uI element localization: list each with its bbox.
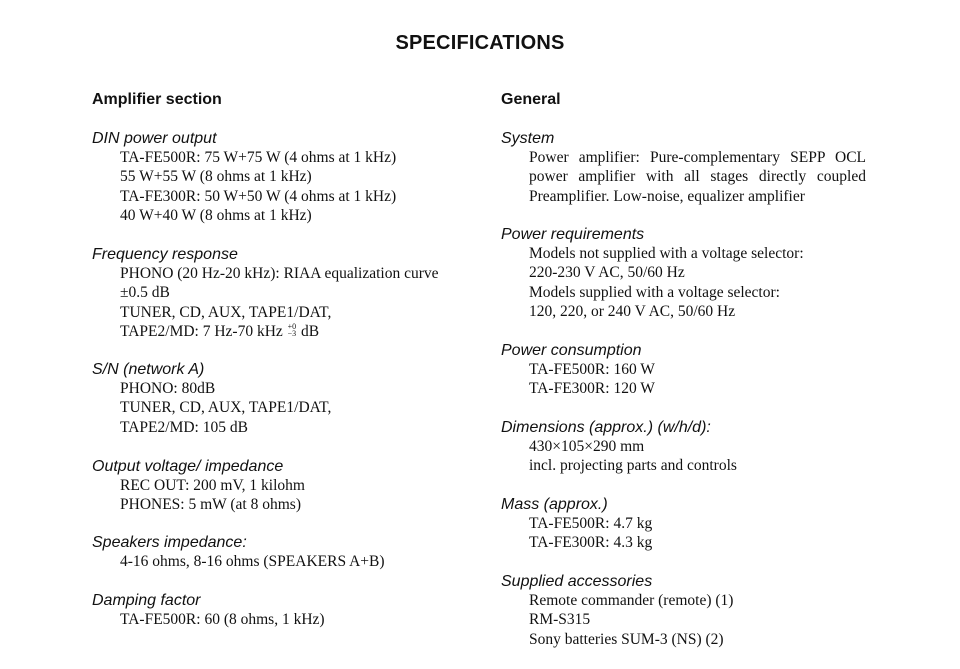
spec-system: [501, 129, 866, 206]
spec-line: Power amplifier: Pure-complementary SEPP OCL: [529, 149, 866, 166]
spec-line: PHONES: 5 mW (at 8 ohms): [120, 496, 301, 514]
spec-line: Sony batteries SUM-3 (NS) (2): [529, 630, 724, 648]
spec-speakers-impedance: [92, 533, 462, 571]
spec-din-power-output: [92, 129, 462, 225]
spec-label: Speakers impedance:: [92, 534, 247, 551]
spec-label: Damping factor: [92, 592, 201, 609]
spec-line: 120, 220, or 240 V AC, 50/60 Hz: [529, 302, 736, 320]
spec-line: TA-FE500R: 160 W: [529, 361, 655, 378]
spec-line: 55 W+55 W (8 ohms at 1 kHz): [120, 168, 312, 186]
spec-label: Frequency response: [92, 246, 238, 263]
spec-line: TAPE2/MD: 105 dB: [120, 418, 248, 436]
spec-dimensions: [501, 418, 866, 476]
spec-label: DIN power output: [92, 130, 217, 147]
spec-frequency-response: [92, 245, 462, 341]
tolerance-suffix: dB: [297, 322, 320, 340]
spec-label: Dimensions (approx.) (w/h/d):: [501, 419, 711, 436]
spec-line: PHONO: 80dB: [120, 380, 216, 397]
spec-line: TUNER, CD, AUX, TAPE1/DAT,: [120, 303, 332, 321]
spec-line: TA-FE500R: 75 W+75 W (4 ohms at 1 kHz): [120, 149, 397, 166]
spec-line: TA-FE500R: 4.7 kg: [529, 515, 653, 532]
tolerance-plus: +0: [287, 322, 297, 332]
spec-label: Mass (approx.): [501, 496, 608, 513]
page-title: SPECIFICATIONS: [395, 32, 565, 54]
spec-line: 4-16 ohms, 8-16 ohms (SPEAKERS A+B): [120, 553, 385, 570]
section-heading-general: General: [501, 91, 561, 108]
spec-line: 40 W+40 W (8 ohms at 1 kHz): [120, 206, 312, 224]
spec-line: Remote commander (remote) (1): [529, 592, 734, 609]
spec-label: S/N (network A): [92, 361, 205, 378]
spec-line: Models not supplied with a voltage selector:: [529, 245, 804, 262]
spec-line: 430×105×290 mm: [529, 438, 645, 455]
spec-line: REC OUT: 200 mV, 1 kilohm: [120, 477, 305, 494]
spec-line: TA-FE300R: 4.3 kg: [529, 534, 653, 552]
spec-output-voltage-impedance: [92, 457, 462, 515]
spec-line: 220-230 V AC, 50/60 Hz: [529, 264, 685, 282]
spec-line: Models supplied with a voltage selector:: [529, 283, 780, 301]
spec-line: TA-FE500R: 60 (8 ohms, 1 kHz): [120, 611, 325, 628]
spec-line: power amplifier with all stages directly coupled: [529, 168, 866, 186]
spec-line: RM-S315: [529, 611, 591, 629]
spec-line-tolerance: [92, 322, 462, 341]
spec-supplied-accessories: [501, 572, 866, 649]
spec-label: Output voltage/ impedance: [92, 458, 284, 475]
spec-line: ±0.5 dB: [120, 284, 170, 302]
spec-line: TA-FE300R: 120 W: [529, 380, 655, 398]
spec-label: System: [501, 130, 555, 147]
tolerance-fraction: [288, 323, 297, 337]
spec-power-consumption: [501, 341, 866, 399]
spec-line: Preamplifier. Low-noise, equalizer amplifier: [529, 187, 805, 205]
spec-sn-network-a: [92, 360, 462, 437]
spec-label: Supplied accessories: [501, 573, 653, 590]
spec-line: incl. projecting parts and controls: [529, 457, 737, 475]
tolerance-minus: −3: [287, 329, 297, 339]
spec-line: TUNER, CD, AUX, TAPE1/DAT,: [120, 399, 332, 417]
spec-label: Power consumption: [501, 342, 642, 359]
tolerance-prefix: TAPE2/MD: 7 Hz-70 kHz: [120, 322, 287, 340]
spec-power-requirements: [501, 225, 866, 321]
spec-label: Power requirements: [501, 226, 645, 243]
section-heading-amplifier: Amplifier section: [92, 91, 222, 108]
spec-mass: [501, 495, 866, 553]
spec-line: TA-FE300R: 50 W+50 W (4 ohms at 1 kHz): [120, 187, 397, 205]
spec-damping-factor: [92, 591, 462, 629]
spec-line: PHONO (20 Hz-20 kHz): RIAA equalization curve: [120, 265, 439, 282]
